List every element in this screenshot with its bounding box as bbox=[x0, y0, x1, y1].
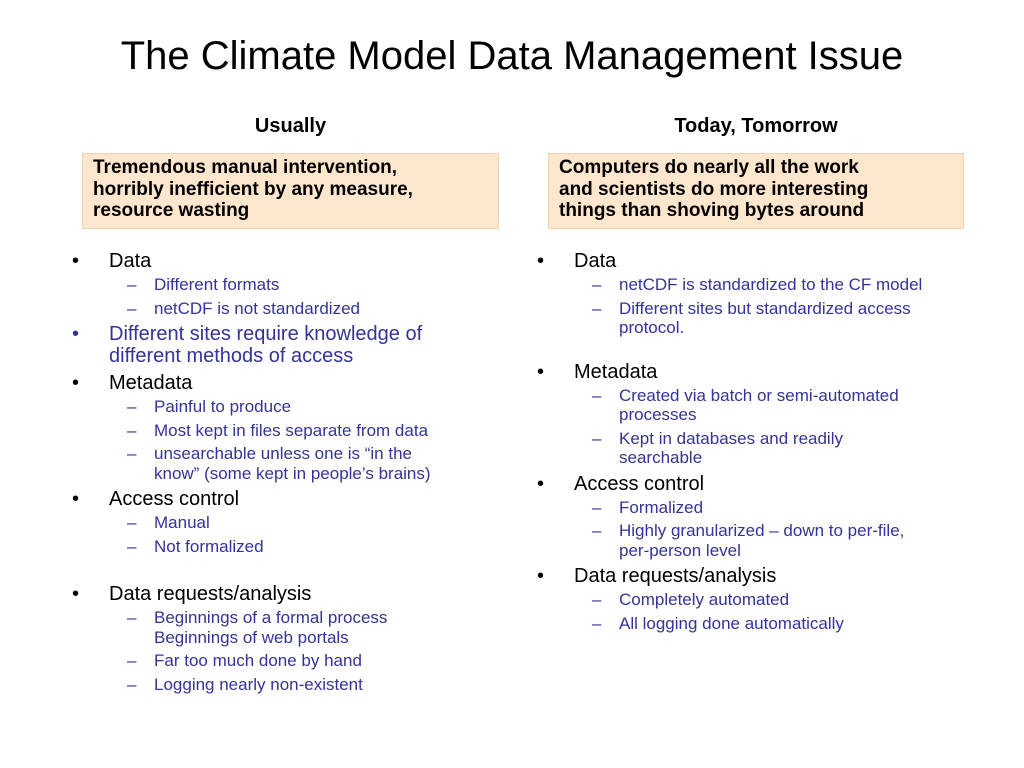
sub-bullet bbox=[535, 498, 995, 518]
right-summary-line: and scientists do more interesting bbox=[559, 178, 869, 200]
sub-marker: – bbox=[127, 397, 137, 416]
sub-bullet bbox=[535, 614, 995, 634]
sub-bullet bbox=[70, 513, 510, 533]
left-bullet-list bbox=[70, 250, 510, 694]
sub-bullet-text: Formalized bbox=[619, 497, 704, 517]
bullet-metadata bbox=[70, 372, 510, 394]
bullet-text: Different sites require knowledge of bbox=[109, 323, 423, 345]
sub-marker: – bbox=[592, 521, 602, 540]
sub-marker: – bbox=[592, 613, 602, 633]
sub-bullet-text: processes bbox=[619, 405, 697, 424]
sub-bullet-text: per-person level bbox=[619, 540, 741, 560]
bullet-marker: • bbox=[537, 472, 545, 495]
sub-marker: – bbox=[592, 428, 602, 448]
bullet-marker: • bbox=[72, 323, 80, 345]
bullet-marker: • bbox=[72, 488, 80, 510]
sub-marker: – bbox=[592, 275, 602, 294]
bullet-text: Metadata bbox=[574, 360, 658, 383]
sub-marker: – bbox=[127, 275, 137, 294]
sub-bullet-text: Completely automated bbox=[619, 590, 790, 609]
left-summary-line: resource wasting bbox=[93, 200, 250, 221]
sub-bullet bbox=[535, 275, 995, 295]
left-column-heading: Usually bbox=[254, 115, 327, 137]
left-summary-line: horribly inefficient by any measure, bbox=[93, 178, 413, 200]
bullet-marker: • bbox=[537, 360, 545, 383]
sub-marker: – bbox=[592, 385, 602, 405]
sub-bullet bbox=[535, 521, 995, 560]
sub-bullet-text: know” (some kept in people’s brains) bbox=[154, 463, 431, 483]
right-bullet-list bbox=[535, 250, 995, 633]
bullet-marker: • bbox=[72, 583, 80, 605]
bullet-data-requests bbox=[70, 583, 510, 605]
sub-bullet bbox=[70, 608, 510, 647]
sub-marker: – bbox=[127, 444, 137, 463]
sub-marker: – bbox=[127, 608, 137, 627]
sub-bullet-text: Most kept in files separate from data bbox=[154, 420, 429, 440]
slide-title: The Climate Model Data Management Issue bbox=[120, 34, 904, 78]
bullet-marker: • bbox=[72, 250, 80, 272]
bullet-marker: • bbox=[72, 372, 80, 394]
sub-bullet-text: Beginnings of a formal process bbox=[154, 608, 388, 627]
sub-marker: – bbox=[127, 420, 137, 440]
sub-bullet-text: Not formalized bbox=[154, 536, 264, 556]
sub-bullet-text: Far too much done by hand bbox=[154, 651, 362, 670]
sub-bullet-text: Beginnings of web portals bbox=[154, 627, 349, 647]
bullet-text: Access control bbox=[574, 472, 705, 495]
bullet-data-requests bbox=[535, 565, 995, 587]
right-summary-box bbox=[548, 153, 964, 229]
bullet-text: Metadata bbox=[109, 372, 193, 394]
sub-bullet-text: Different formats bbox=[154, 275, 280, 294]
bullet-text: Data requests/analysis bbox=[574, 565, 777, 587]
right-summary-line: things than shoving bytes around bbox=[559, 200, 865, 221]
sub-bullet-text: Created via batch or semi-automated bbox=[619, 385, 899, 405]
sub-bullet-text: Different sites but standardized access bbox=[619, 298, 911, 318]
sub-marker: – bbox=[592, 497, 602, 517]
bullet-different-sites bbox=[70, 323, 510, 367]
sub-marker: – bbox=[592, 298, 602, 318]
bullet-marker: • bbox=[537, 250, 545, 272]
sub-bullet bbox=[535, 299, 995, 338]
sub-bullet bbox=[70, 651, 510, 671]
left-summary-line: Tremendous manual intervention, bbox=[93, 157, 398, 178]
sub-bullet bbox=[70, 537, 510, 557]
left-summary-box bbox=[82, 153, 499, 229]
right-summary-line: Computers do nearly all the work bbox=[559, 157, 859, 178]
sub-bullet bbox=[535, 429, 995, 468]
bullet-marker: • bbox=[537, 565, 545, 587]
sub-bullet bbox=[535, 386, 995, 425]
sub-marker: – bbox=[592, 590, 602, 609]
sub-bullet-text: searchable bbox=[619, 448, 703, 467]
sub-bullet-text: Highly granularized – down to per-file, bbox=[619, 521, 905, 540]
sub-bullet bbox=[70, 444, 510, 483]
bullet-text: different methods of access bbox=[109, 345, 354, 367]
sub-bullet-text: Painful to produce bbox=[154, 397, 292, 416]
sub-bullet bbox=[70, 397, 510, 417]
sub-bullet-text: unsearchable unless one is “in the bbox=[154, 444, 412, 463]
sub-bullet-text: Manual bbox=[154, 513, 210, 532]
sub-marker: – bbox=[127, 513, 137, 532]
sub-bullet-text: netCDF is not standardized bbox=[154, 298, 360, 318]
sub-bullet-text: Kept in databases and readily bbox=[619, 428, 843, 448]
bullet-data bbox=[70, 250, 510, 272]
bullet-data bbox=[535, 250, 995, 272]
sub-marker: – bbox=[127, 651, 137, 670]
sub-marker: – bbox=[127, 536, 137, 556]
bullet-access-control bbox=[70, 488, 510, 510]
sub-bullet bbox=[535, 590, 995, 610]
sub-bullet bbox=[70, 421, 510, 441]
sub-bullet bbox=[70, 275, 510, 295]
sub-bullet bbox=[70, 675, 510, 695]
sub-bullet-text: netCDF is standardized to the CF model bbox=[619, 275, 923, 294]
bullet-text: Data bbox=[109, 250, 152, 272]
sub-bullet-text: protocol. bbox=[619, 318, 685, 337]
sub-marker: – bbox=[127, 298, 137, 318]
right-column-heading: Today, Tomorrow bbox=[674, 115, 838, 137]
sub-bullet-text: All logging done automatically bbox=[619, 613, 844, 633]
sub-bullet-text: Logging nearly non-existent bbox=[154, 674, 363, 694]
bullet-access-control bbox=[535, 473, 995, 495]
bullet-text: Data bbox=[574, 250, 617, 272]
bullet-metadata bbox=[535, 361, 995, 383]
sub-bullet bbox=[70, 299, 510, 319]
bullet-text: Data requests/analysis bbox=[109, 583, 312, 605]
sub-marker: – bbox=[127, 674, 137, 694]
bullet-text: Access control bbox=[109, 488, 240, 510]
